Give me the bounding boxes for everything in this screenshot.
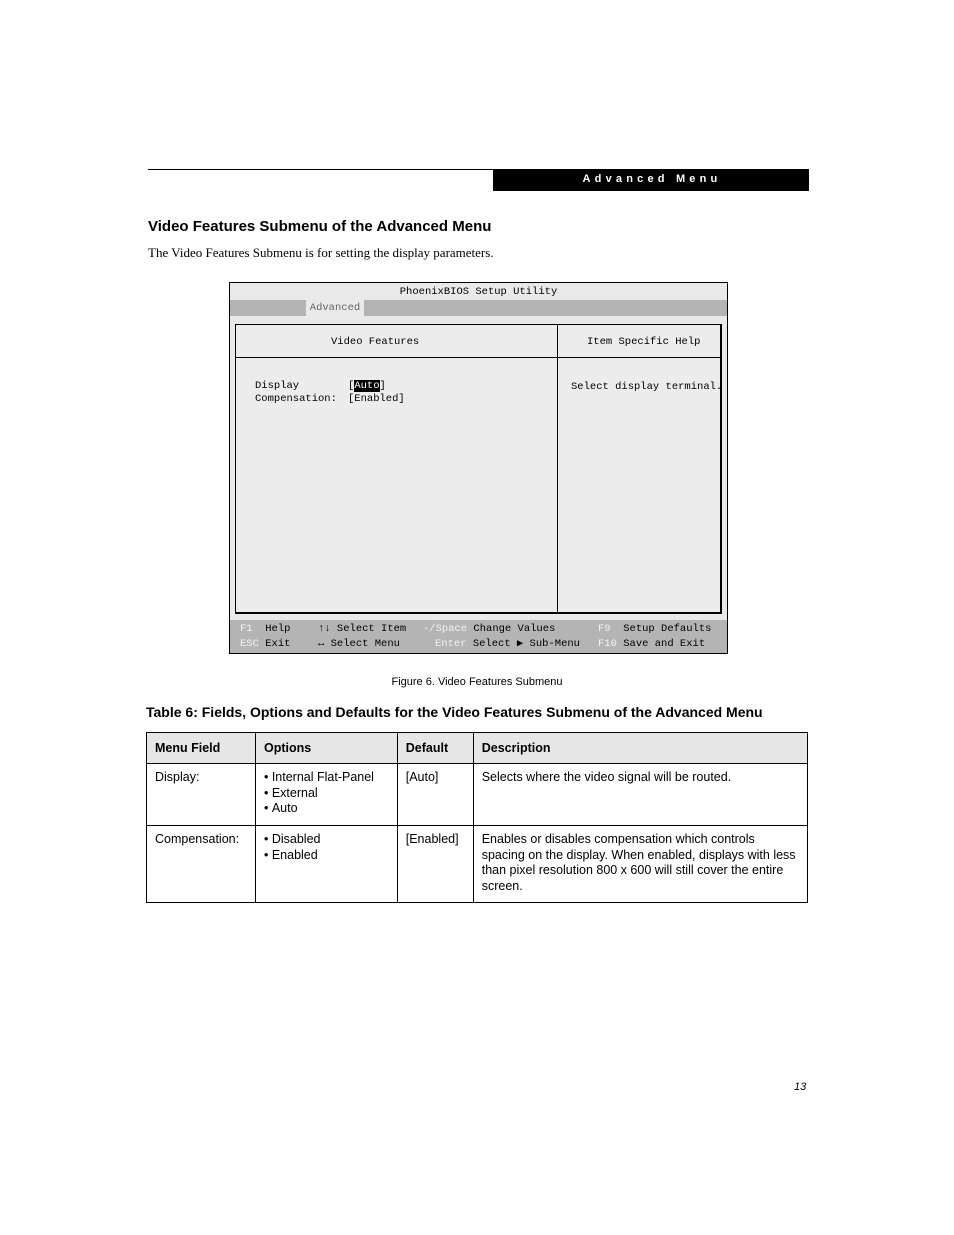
bios-row-compensation[interactable] — [255, 393, 405, 406]
table-cell-default: [Auto] — [397, 764, 473, 826]
table-cell-field: Display: — [147, 764, 256, 826]
table-title: Table 6: Fields, Options and Defaults for the Video Features Submenu of the Advanced Menu — [146, 704, 763, 720]
bios-row-label: Display — [255, 380, 300, 392]
section-title: Video Features Submenu of the Advanced Menu — [148, 218, 492, 235]
bios-key-space: -/Space Change Values — [423, 623, 556, 635]
bios-left-header: Video Features — [331, 336, 420, 348]
table-cell-options — [255, 764, 397, 826]
header-rule — [148, 169, 493, 170]
table-header: Default — [397, 733, 473, 764]
table-row — [147, 826, 808, 903]
option-item: • External — [264, 786, 389, 802]
bios-row-value[interactable]: [Enabled] — [348, 393, 405, 405]
option-item: • Disabled — [264, 832, 389, 848]
page-number: 13 — [794, 1081, 807, 1093]
bios-key-leftright: ↔ Select Menu — [318, 638, 400, 650]
bios-selected-value[interactable]: Auto — [354, 380, 380, 392]
option-item: • Internal Flat-Panel — [264, 770, 389, 786]
bios-panel — [235, 324, 722, 614]
section-intro: The Video Features Submenu is for setting the display parameters. — [148, 245, 494, 260]
bios-key-esc: ESC Exit — [240, 638, 291, 650]
table-row — [147, 764, 808, 826]
table-cell-options — [255, 826, 397, 903]
bios-screenshot — [229, 282, 728, 654]
bios-menu-bar — [230, 300, 727, 316]
options-table — [146, 732, 808, 903]
bios-column-divider — [557, 325, 558, 612]
table-cell-description: Selects where the video signal will be routed. — [473, 764, 807, 826]
bios-header-divider — [236, 357, 720, 358]
option-item: • Enabled — [264, 848, 389, 864]
bios-tab-advanced[interactable]: Advanced — [306, 300, 364, 316]
figure-caption: Figure 6. Video Features Submenu — [391, 676, 563, 688]
bios-key-updown: ↑↓ Select Item — [318, 623, 407, 635]
bios-row-label: Compensation: — [255, 393, 337, 405]
bios-key-enter: Enter Select ▶ Sub-Menu — [435, 638, 580, 650]
table-header: Menu Field — [147, 733, 256, 764]
table-header-row — [147, 733, 808, 764]
table-cell-default: [Enabled] — [397, 826, 473, 903]
bios-key-f1: F1 Help — [240, 623, 291, 635]
bios-key-f10: F10 Save and Exit — [598, 638, 706, 650]
table-cell-description: Enables or disables compensation which controls spacing on the display. When enabled, displays with less than pixel resolution 800 x 600 will still cover the entire screen. — [473, 826, 807, 903]
bios-row-display[interactable]: Display [Auto] — [255, 380, 386, 392]
bios-help-text: Select display terminal. — [571, 381, 723, 393]
bios-footer — [230, 620, 727, 653]
section-tab: Advanced Menu — [493, 169, 809, 191]
bios-key-f9: F9 Setup Defaults — [598, 623, 712, 635]
bios-right-header: Item Specific Help — [587, 336, 701, 348]
table-header: Description — [473, 733, 807, 764]
table-header: Options — [255, 733, 397, 764]
table-cell-field: Compensation: — [147, 826, 256, 903]
option-item: • Auto — [264, 801, 389, 817]
bios-title: PhoenixBIOS Setup Utility — [399, 286, 558, 298]
